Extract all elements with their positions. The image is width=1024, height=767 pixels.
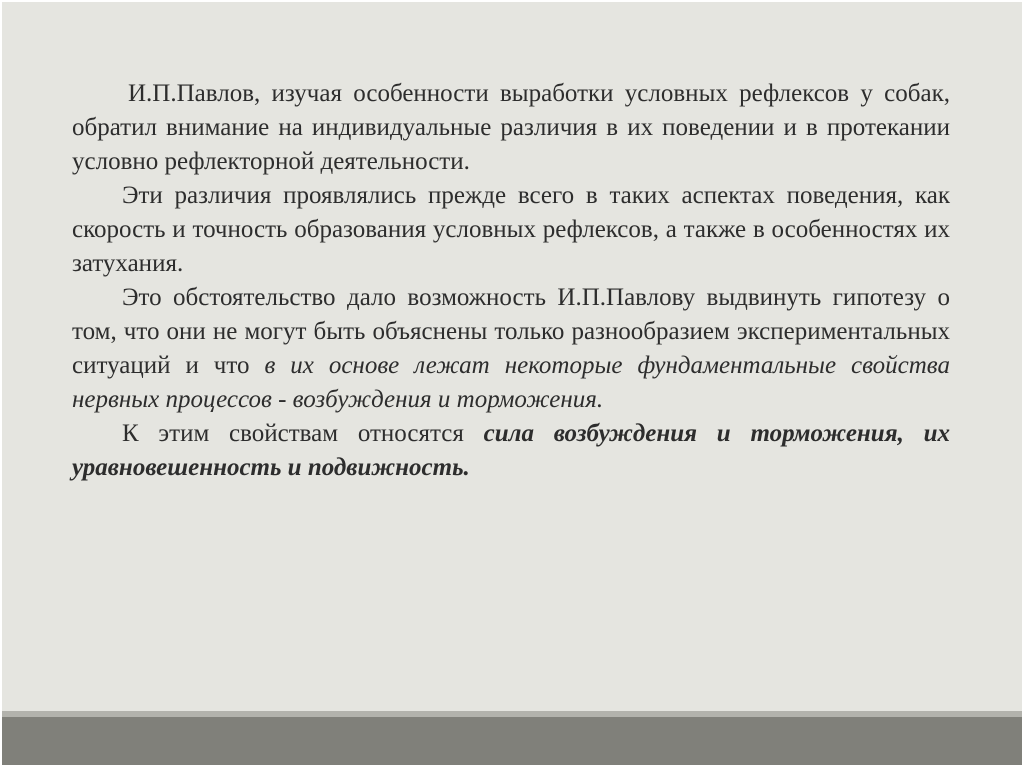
paragraph-2-text: Эти различия проявлялись прежде всего в таких аспектах поведения, как скорость и точность образования условных рефлексов, а также в особенностях их затухания. [72,182,950,277]
footer-bar [2,717,1022,765]
slide [2,2,1022,765]
paragraph-4 [72,417,950,485]
paragraph-1 [72,77,950,179]
paragraph-4-text: К этим свойствам относятся [122,420,484,447]
paragraph-1-text: И.П.Павлов, изучая особенности выработки условных рефлексов у собак, обратил внимание на индивидуальные различия в их поведении и в протекании условно рефлекторной деятельности. [72,80,950,175]
paragraph-2 [72,179,950,281]
paragraph-3-text: Это обстоятельство дало возможность И.П.Павлову выдвинуть гипотезу о том, что они не могут быть объяснены только разнообразием экспериментальных ситуаций и что [72,284,950,379]
paragraph-4-bold-italic-text: сила возбуждения и торможения, их уравновешенность и подвижность. [72,420,950,481]
text-body [72,77,950,485]
paragraph-3 [72,281,950,417]
paragraph-3-italic-text: в их основе лежат некоторые фундаментальные свойства нервных процессов - возбуждения и торможения. [72,352,950,413]
